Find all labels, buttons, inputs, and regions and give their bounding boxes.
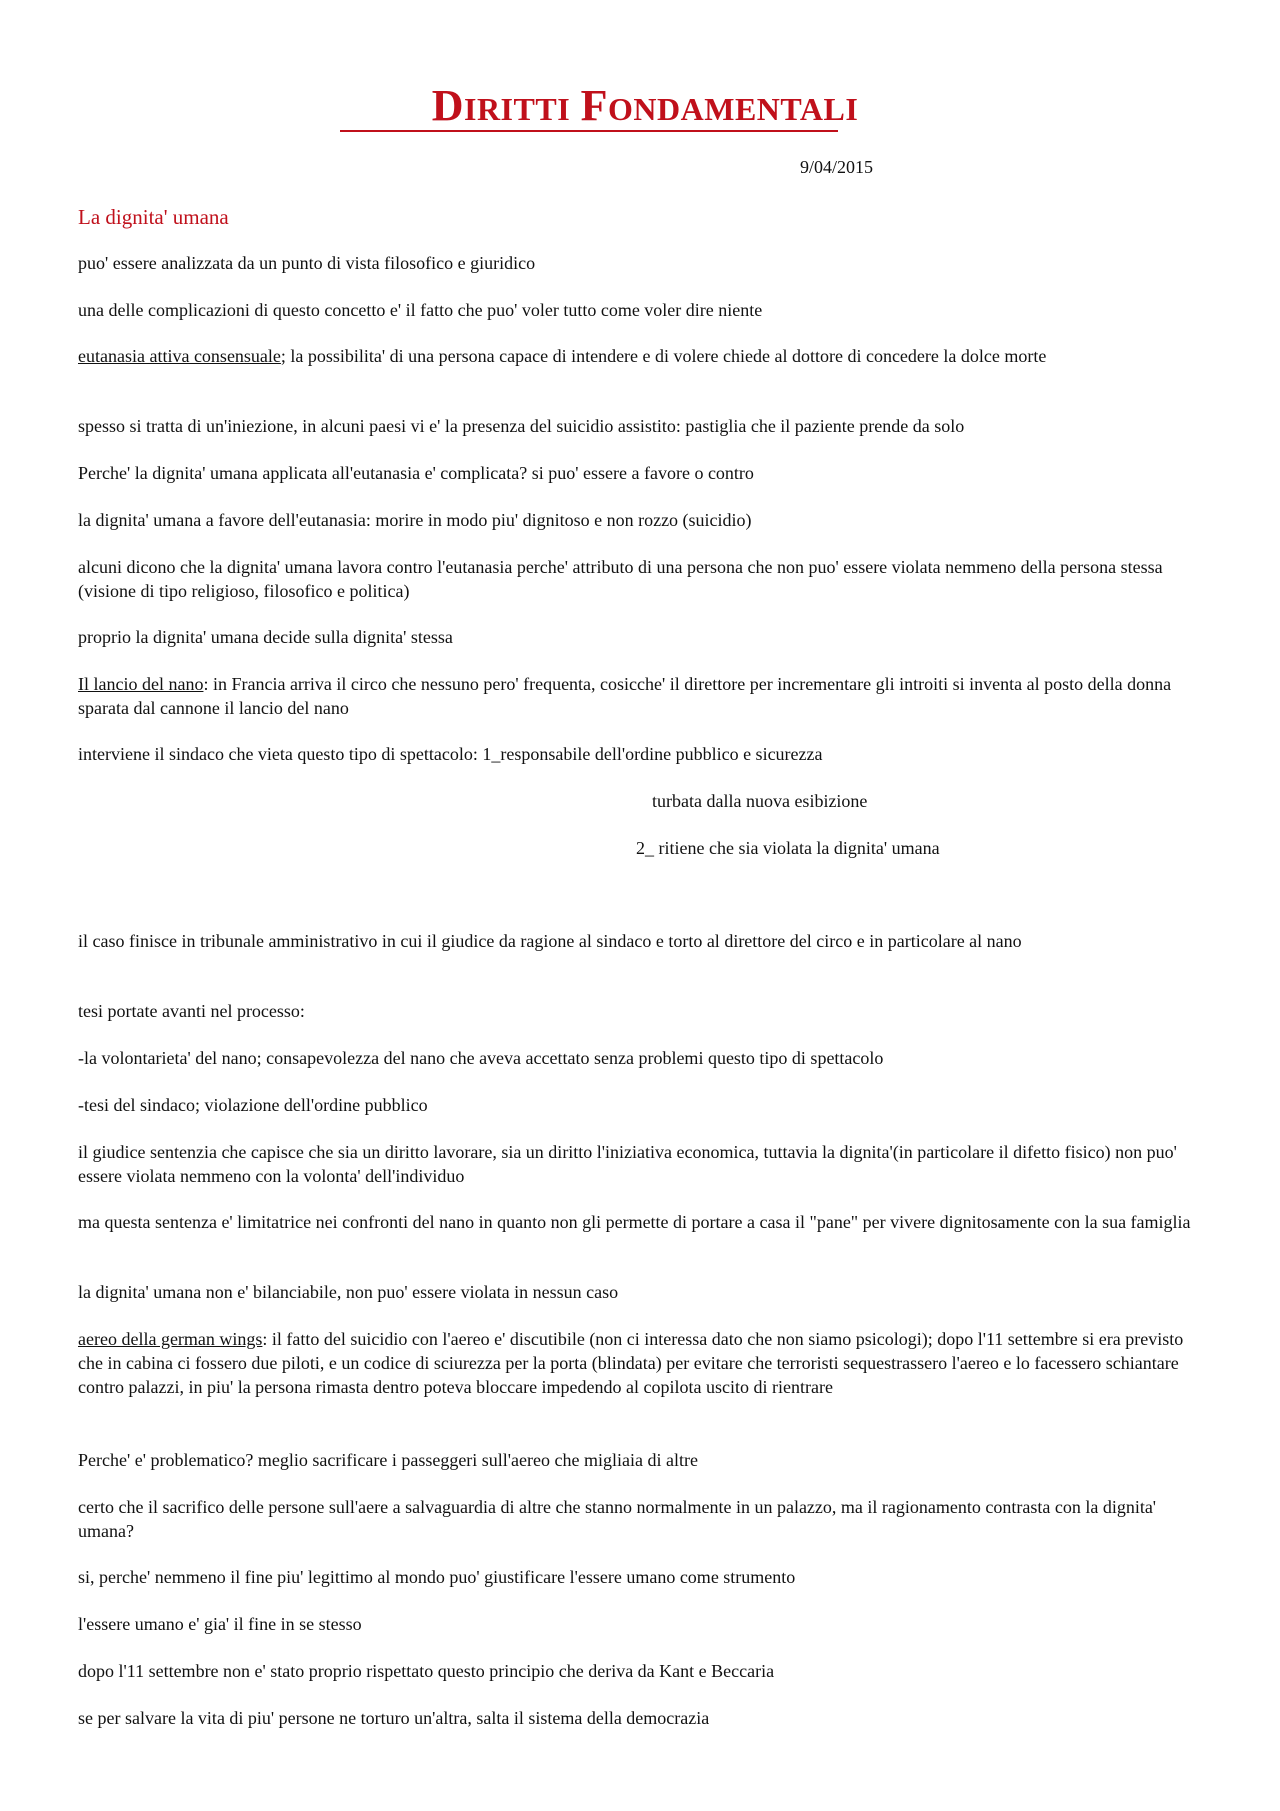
document-date: 9/04/2015 — [800, 157, 874, 177]
paragraph-8: proprio la dignita' umana decide sulla dignita' stessa — [78, 627, 453, 647]
title-initial-2: F — [580, 81, 609, 130]
paragraph-7: alcuni dicono che la dignita' umana lavora contro l'eutanasia perche' attributo di una persona che non puo' essere violata nemmeno della persona stessa (visione di tipo religioso, filosofico e politica) — [78, 557, 1163, 601]
title-initial-1: D — [431, 81, 464, 130]
term-eutanasia: eutanasia attiva consensuale — [78, 346, 281, 366]
title-rest-1: IRITTI — [463, 91, 571, 127]
paragraph-19: Perche' e' problematico? meglio sacrificare i passeggeri sull'aereo che migliaia di altre — [78, 1450, 698, 1470]
paragraph-18 — [78, 1327, 1208, 1399]
paragraph-9 — [78, 672, 1208, 720]
title-rest-2: ONDAMENTALI — [608, 91, 859, 127]
paragraph-11: il caso finisce in tribunale amministrativo in cui il giudice da ragione al sindaco e torto al direttore del circo e in particolare al nano — [78, 931, 1022, 951]
title-underline — [340, 130, 838, 132]
paragraph-24: se per salvare la vita di piu' persone ne torturo un'altra, salta il sistema della democrazia — [78, 1708, 710, 1728]
paragraph-22: l'essere umano e' gia' il fine in se stesso — [78, 1614, 362, 1634]
paragraph-5: Perche' la dignita' umana applicata all'eutanasia e' complicata? si puo' essere a favore o contro — [78, 463, 754, 483]
paragraph-10: interviene il sindaco che vieta questo tipo di spettacolo: 1_responsabile dell'ordine pubblico e sicurezza — [78, 744, 823, 764]
paragraph-20: certo che il sacrifico delle persone sull'aere a salvaguardia di altre che stanno normalmente in un palazzo, ma il ragionamento contrasta con la dignita' umana? — [78, 1497, 1157, 1541]
paragraph-18-text: : il fatto del suicidio con l'aereo e' discutibile (non ci interessa dato che non siamo psicologi); dopo l'11 settembre si era previsto che in cabina ci fossero due piloti, e un codice di sciurezza per la porta (blindata) per evitare che terroristi sequestrassero l'aereo e lo facessero schiantare contro palazzi, in piu' la persona rimasta dentro poteva bloccare impedendo al copilota uscito di rientrare — [78, 1329, 1184, 1397]
paragraph-3-text: ; la possibilita' di una persona capace di intendere e di volere chiede al dottore di concedere la dolce morte — [280, 346, 1047, 366]
paragraph-10-item-2: 2_ ritiene che sia violata la dignita' umana — [636, 838, 940, 858]
paragraph-3 — [78, 344, 1208, 368]
paragraph-1: puo' essere analizzata da un punto di vista filosofico e giuridico — [78, 253, 536, 273]
paragraph-23: dopo l'11 settembre non e' stato proprio rispettato questo principio che deriva da Kant e Beccaria — [78, 1661, 775, 1681]
paragraph-6: la dignita' umana a favore dell'eutanasia: morire in modo piu' dignitoso e non rozzo (suicidio) — [78, 510, 752, 530]
term-lancio-del-nano: Il lancio del nano — [78, 674, 204, 694]
paragraph-21: si, perche' nemmeno il fine piu' legittimo al mondo puo' giustificare l'essere umano come strumento — [78, 1567, 796, 1587]
paragraph-14: -tesi del sindaco; violazione dell'ordine pubblico — [78, 1095, 428, 1115]
paragraph-13: -la volontarieta' del nano; consapevolezza del nano che aveva accettato senza problemi questo tipo di spettacolo — [78, 1048, 884, 1068]
paragraph-17: la dignita' umana non e' bilanciabile, non puo' essere violata in nessun caso — [78, 1282, 619, 1302]
term-german-wings: aereo della german wings — [78, 1329, 263, 1349]
paragraph-2: una delle complicazioni di questo concetto e' il fatto che puo' voler tutto come voler dire niente — [78, 300, 763, 320]
paragraph-10-continuation: turbata dalla nuova esibizione — [652, 791, 868, 811]
paragraph-9-text: : in Francia arriva il circo che nessuno pero' frequenta, cosicche' il direttore per incrementare gli introiti si inventa al posto della donna sparata dal cannone il lancio del nano — [78, 674, 1172, 718]
paragraph-12: tesi portate avanti nel processo: — [78, 1001, 305, 1021]
section-title: La dignita' umana — [78, 205, 229, 229]
paragraph-15: il giudice sentenzia che capisce che sia un diritto lavorare, sia un diritto l'iniziativa economica, tuttavia la dignita'(in particolare il difetto fisico) non puo' essere violata nemmeno con la volonta' dell'individuo — [78, 1142, 1177, 1186]
paragraph-4: spesso si tratta di un'iniezione, in alcuni paesi vi e' la presenza del suicidio assistito: pastiglia che il paziente prende da solo — [78, 416, 965, 436]
paragraph-16: ma questa sentenza e' limitatrice nei confronti del nano in quanto non gli permette di portare a casa il "pane" per vivere dignitosamente con la sua famiglia — [78, 1212, 1191, 1232]
document-title — [0, 81, 1280, 131]
